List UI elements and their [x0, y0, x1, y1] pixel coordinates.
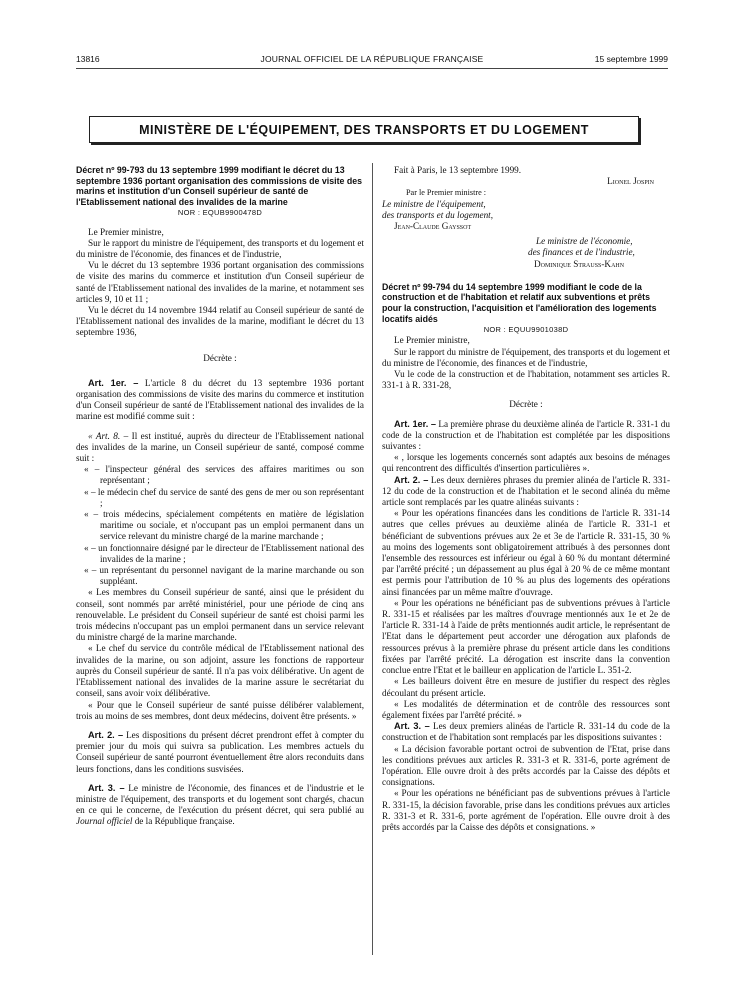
decrete: Décrète : [203, 352, 237, 363]
article-2-text: Les dispositions du présent décret prendront effet à compter du premier jour du mois qui suivra sa publication. Les membres actuels du Conseil supérieur de santé pourront éventuellement être alors reconduits dans leurs fonctions, dans les conditions susvisées. [76, 729, 364, 774]
article-1-text: La première phrase du deuxième alinéa de l'article R. 331-1 du code de la construction et de l'habitation est complétée par les dispositions suivantes : [382, 418, 670, 452]
quote: « La décision favorable portant octroi de subvention de l'Etat, prise dans les conditions prévues aux articles R. 331-3 et R. 331-6, porte agrément de l'opération. Elle ouvre droit à des prêts accordés par la Caisse des dépôts et consignations. [382, 743, 670, 788]
signature-strauss-kahn: Dominique Strauss-Kahn [534, 258, 625, 269]
quote: « , lorsque les logements concernés sont adaptés aux besoins de ménages qui rencontrent des difficultés d'insertion particulières ». [382, 452, 670, 474]
fait-a-paris: Fait à Paris, le 13 septembre 1999. [394, 165, 522, 175]
article-1-label: Art. 1er. – [394, 418, 437, 429]
article-2-text: Les deux dernières phrases du premier alinéa de l'article R. 331-12 du code de la construction et de l'habitation et le second alinéa du même article sont remplacés par les quatre alinéas suivants : [382, 474, 671, 508]
decree-title: Décret nº 99-794 du 14 septembre 1999 modifiant le code de la construction et de l'habitation et relatif aux subventions et prêts pour la construction, l'acquisition et l'amélioration des logements locatifs aidés [382, 281, 657, 324]
article-1-text: L'article 8 du décret du 13 septembre 1936 portant organisation des commissions de visite des marins du commerce et institution d'un Conseil supérieur de santé de l'Etablissement national des invalides de la marine est modifié comme suit : [76, 377, 364, 422]
article-3-text: Les deux premiers alinéas de l'article R. 331-14 du code de la construction et de l'habitation sont remplacés par les dispositions suivantes : [382, 721, 671, 743]
article-2 [76, 730, 364, 775]
article-3-text-end: de la République française. [134, 816, 235, 827]
paragraph: « Les membres du Conseil supérieur de santé, ainsi que le président du conseil, sont nommés par arrêté ministériel, pour une période de cinq ans renouvelable. Le président du Conseil supérieur de santé est choisi parmi les trois médecins n'occupant pas un emploi permanent dans un service relevant du ministre chargé de la marine marchande. [76, 587, 364, 643]
signature-premier-ministre: Lionel Jospin [607, 176, 654, 187]
list-item: « – trois médecins, spécialement compétents en matière de législation maritime ou sociale, et n'occupant pas un emploi permanent dans un service relevant du ministre chargé de la marine marchande ; [84, 509, 364, 542]
quote: « Pour les opérations ne bénéficiant pas de subventions prévues à l'article R. 331-15 et réalisées par les maîtres d'ouvrage mentionnés aux 1e et 2e de l'article R. 331-14 à l'aide de prêts mentionnés audit article, le représentant de l'Etat dans le département peut accorder une dérogation aux plafonds de ressources prévus à la première phrase du présent article dans les conditions fixées par l'arrêté précité. La dérogation est inscrite dans la convention conclue entre l'Etat et le bailleur en application de l'article L. 351-2. [382, 597, 670, 676]
nor-reference: NOR : EQUB9900478D [177, 208, 263, 218]
decree-title: Décret nº 99-793 du 13 septembre 1999 modifiant le décret du 13 septembre 1936 portant organisation des commissions de visite des marins et institution d'un Conseil supérieur de santé de l'Etablissement national des invalides de la marine [76, 165, 362, 207]
article-3-label: Art. 3. – [394, 721, 430, 732]
article-8-text: Il est institué, auprès du directeur de l'Etablissement national des invalides de la marine, un Conseil supérieur de santé, composé comme suit : [76, 430, 364, 464]
minister-equipement-line1: Le ministre de l'équipement, [382, 198, 486, 209]
preamble-rapport: Sur le rapport du ministre de l'équipement, des transports et du logement et du ministre de l'économie, des finances et de l'industrie, [382, 346, 670, 368]
article-3 [382, 721, 670, 743]
right-column [382, 165, 670, 833]
article-3-text: Le ministre de l'économie, des finances et de l'industrie et le ministre de l'équipement, des transports et du logement sont chargés, chacun en ce qui le concerne, de l'exécution du présent décret, qui sera publié au [76, 782, 365, 816]
article-1 [382, 419, 670, 453]
paragraph: « Le chef du service du contrôle médical de l'Etablissement national des invalides de la marine, ou son adjoint, assure les fonctions de rapporteur auprès du Conseil supérieur de santé. Il n'a pas voix délibérative. Un agent de l'Etablissement national des invalides de la marine assure le secrétariat du conseil, sans avoir voix délibérative. [76, 643, 364, 699]
article-1-label: Art. 1er. – [88, 377, 139, 388]
page-number: 13816 [76, 54, 100, 64]
article-3 [76, 783, 364, 828]
minister-equipement-line2: des transports et du logement, [382, 209, 494, 220]
article-2-label: Art. 2. – [394, 474, 429, 485]
list-item: « – un représentant du personnel navigant de la marine marchande ou son suppléant. [84, 565, 364, 587]
quote: « Les bailleurs doivent être en mesure de justifier du respect des règles découlant du présent article. [382, 676, 670, 698]
list-item: « – l'inspecteur général des services des affaires maritimes ou son représentant ; [84, 464, 364, 486]
paragraph: « Pour que le Conseil supérieur de santé puisse délibérer valablement, trois au moins de ses membres, dont deux médecins, doivent être présents. » [76, 699, 364, 721]
quote: « Les modalités de détermination et de contrôle des ressources sont également fixées par l'arrêté précité. » [382, 698, 670, 720]
signature-gayssot: Jean-Claude Gayssot [394, 221, 472, 232]
decrete: Décrète : [509, 399, 543, 410]
article-3-label: Art. 3. – [88, 782, 125, 793]
article-2-label: Art. 2. – [88, 729, 124, 740]
ministry-banner [89, 116, 639, 143]
issue-date: 15 septembre 1999 [594, 54, 668, 64]
article-8-label: « Art. 8. – [88, 430, 129, 441]
minister-economie-line1: Le ministre de l'économie, [536, 236, 633, 247]
preamble-vu-1: Vu le décret du 13 septembre 1936 portant organisation des commissions de visite des marins du commerce et institution d'un Conseil supérieur de santé de l'Etablissement national des invalides de la marine, et notamment ses articles 9, 10 et 11 ; [76, 260, 364, 304]
preamble-premier: Le Premier ministre, [394, 335, 470, 346]
article-8 [76, 431, 364, 465]
par-le-premier-ministre: Par le Premier ministre : [406, 188, 487, 198]
nor-reference: NOR : EQUU9901038D [483, 325, 569, 335]
header-rule [76, 68, 668, 69]
left-column [76, 165, 364, 828]
article-1 [76, 378, 364, 423]
minister-economie-line2: des finances et de l'industrie, [528, 247, 635, 258]
preamble-premier: Le Premier ministre, [88, 226, 164, 237]
journal-officiel-ref: Journal officiel [76, 816, 133, 827]
article-2 [382, 475, 670, 509]
quote: « Pour les opérations ne bénéficiant pas de subventions prévues à l'article R. 331-15, la décision favorable, prise dans les conditions prévues aux articles R. 331-3 et R. 331-6, porte agrément de l'opération. Elle ouvre droit à des prêts accordés par la Caisse des dépôts et consignations. » [382, 788, 670, 832]
preamble-vu: Vu le code de la construction et de l'habitation, notamment ses articles R. 331-1 à R. 331-28, [382, 369, 670, 391]
preamble-vu-2: Vu le décret du 14 novembre 1944 relatif au Conseil supérieur de santé de l'Etablissement national des invalides de la marine, modifiant le décret du 13 septembre 1936, [76, 305, 364, 338]
quote: « Pour les opérations financées dans les conditions de l'article R. 331-14 autres que celles prévues au deuxième alinéa de l'article R. 331-1 et bénéficiant de subventions prévues aux 2e et 3e de l'article R. 331-15, 30 % au moins des logements sont obligatoirement attribués à des personnes dont l'ensemble des ressources est inférieur ou égal à 60 % du montant déterminé par l'arrêté précité ; un dépassement au plus égal à 20 % de ce même montant est permis pour l'attribution de 10 % au plus des logements des opérations ainsi financées par un même maître d'ouvrage. [382, 508, 670, 597]
ministry-title: MINISTÈRE DE L'ÉQUIPEMENT, DES TRANSPORTS ET DU LOGEMENT [139, 122, 589, 137]
list-item: « – un fonctionnaire désigné par le directeur de l'Etablissement national des invalides de la marine ; [84, 542, 364, 564]
journal-title: JOURNAL OFFICIEL DE LA RÉPUBLIQUE FRANÇAISE [260, 54, 484, 64]
preamble-rapport: Sur le rapport du ministre de l'équipement, des transports et du logement et du ministre de l'économie, des finances et de l'industrie, [76, 237, 364, 259]
list-item: « – le médecin chef du service de santé des gens de mer ou son représentant ; [84, 486, 364, 508]
column-divider [372, 163, 373, 955]
